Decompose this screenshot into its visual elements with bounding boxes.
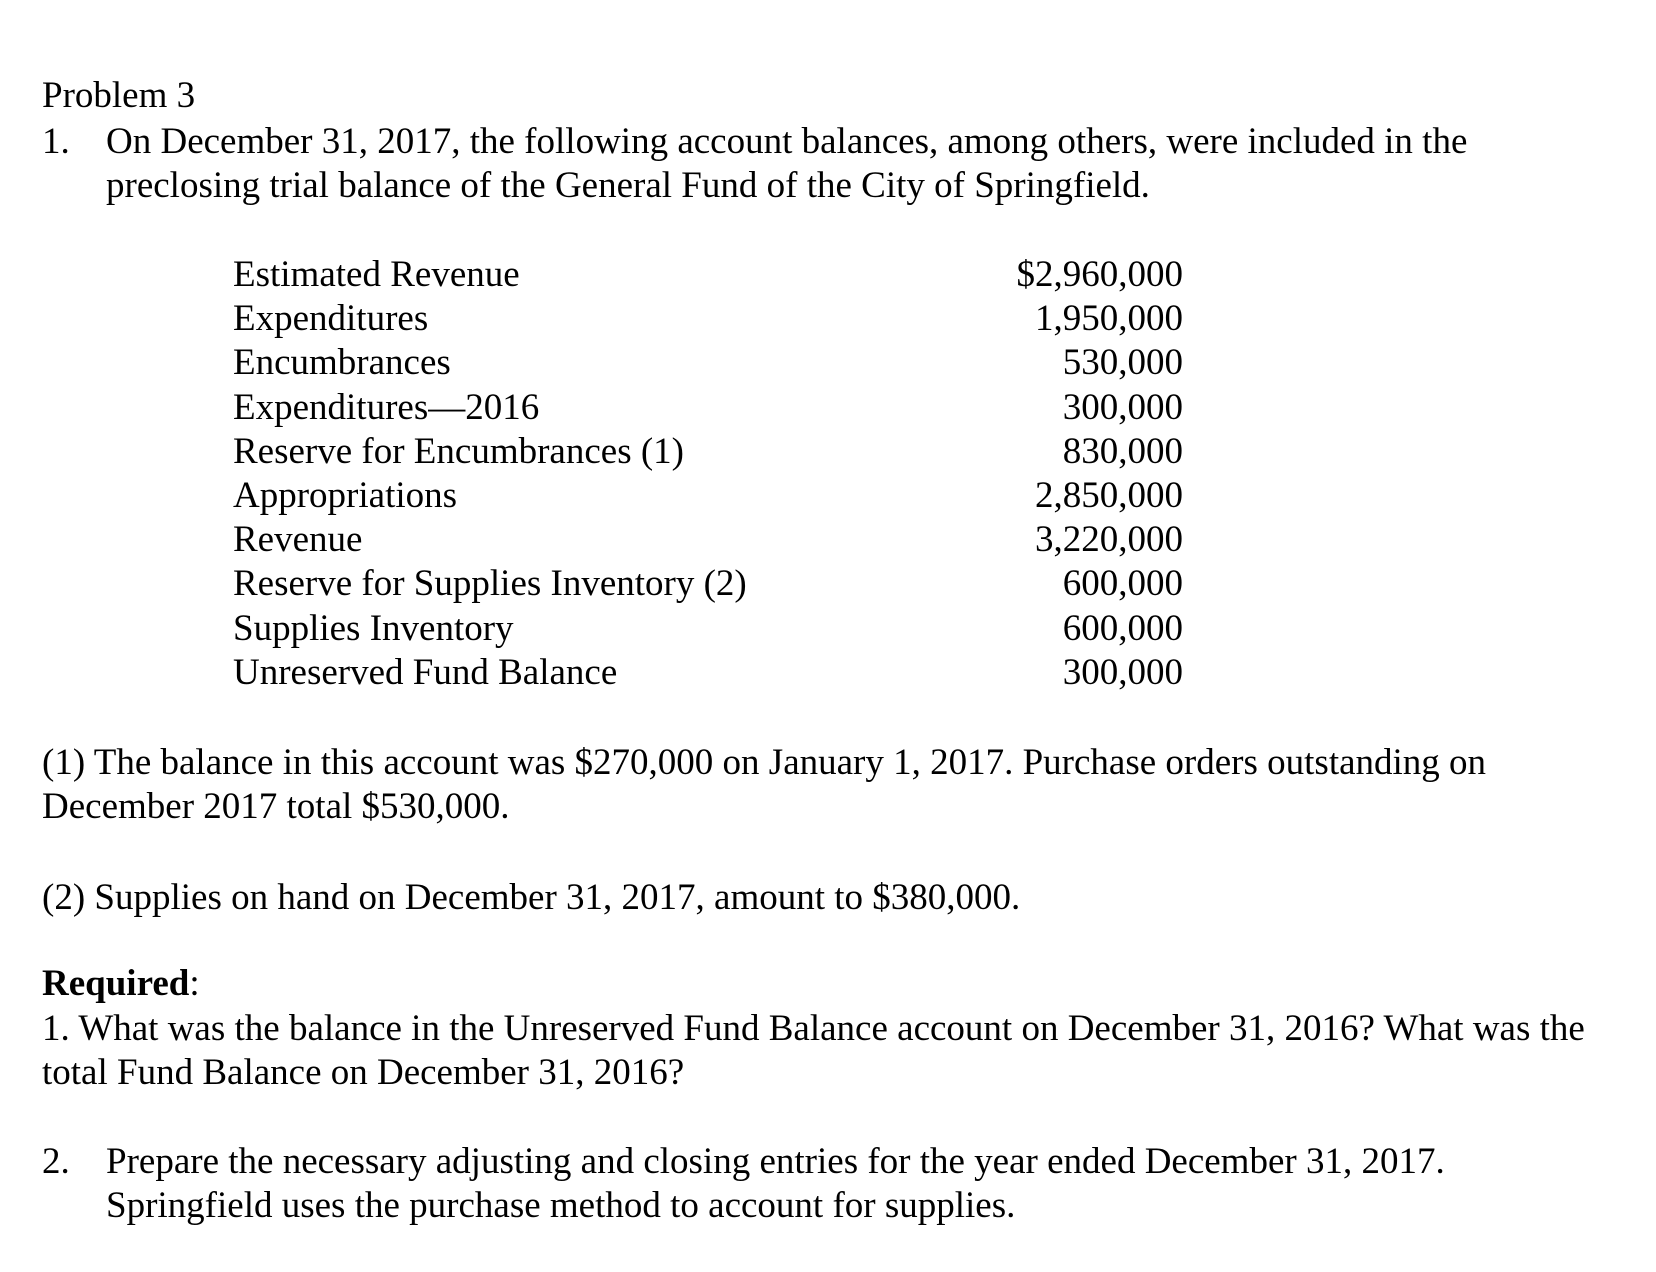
required-colon: : (189, 963, 200, 1004)
question-1-line-2: preclosing trial balance of the General Fund of the City of Springfield. (106, 165, 1150, 206)
required-question-1: 1. What was the balance in the Unreserved Fund Balance account on December 31, 2016? What was the total Fund Balance on December 31, 2016? (42, 1008, 1585, 1093)
balance-label: Expenditures (233, 298, 429, 340)
balance-row (233, 474, 1183, 518)
balance-row (233, 341, 1183, 385)
balance-row (233, 518, 1183, 562)
balance-row (233, 562, 1183, 606)
balance-row (233, 386, 1183, 430)
balance-row (233, 607, 1183, 651)
balance-label: Supplies Inventory (233, 607, 514, 649)
question-2-line-1: Prepare the necessary adjusting and closing entries for the year ended December 31, 2017. (106, 1141, 1445, 1182)
note-1: (1) The balance in this account was $270,000 on January 1, 2017. Purchase orders outstanding on December 2017 total $530,000. (42, 742, 1487, 827)
problem-title: Problem 3 (42, 75, 196, 116)
balance-amount: 830,000 (1062, 430, 1183, 472)
note-2: (2) Supplies on hand on December 31, 2017, amount to $380,000. (42, 877, 1021, 918)
balance-amount: 1,950,000 (1035, 298, 1183, 340)
balance-label: Reserve for Supplies Inventory (2) (233, 563, 747, 605)
account-balances-table (233, 253, 1183, 695)
required-label: Required (42, 963, 190, 1004)
balance-amount: 2,850,000 (1035, 474, 1183, 516)
balance-amount: $2,960,000 (1016, 254, 1183, 295)
balance-row (233, 430, 1183, 474)
balance-label: Expenditures—2016 (233, 386, 540, 428)
balance-row (233, 651, 1183, 695)
question-1-line-1: On December 31, 2017, the following account balances, among others, were included in the (106, 121, 1468, 162)
balance-label: Estimated Revenue (233, 254, 520, 295)
question-2-text (106, 1140, 1445, 1228)
balance-amount: 300,000 (1062, 651, 1183, 693)
question-2-line-2: Springfield uses the purchase method to account for supplies. (106, 1185, 1016, 1226)
balance-label: Reserve for Encumbrances (1) (233, 430, 684, 472)
balance-label: Appropriations (233, 474, 458, 516)
balance-amount: 300,000 (1062, 386, 1183, 428)
question-1-number: 1. (42, 121, 70, 162)
balance-label: Revenue (233, 519, 363, 561)
balance-amount: 3,220,000 (1035, 519, 1183, 561)
question-1-text (106, 120, 1467, 208)
question-2-number: 2. (42, 1141, 70, 1182)
balance-label: Unreserved Fund Balance (233, 651, 618, 693)
balance-label: Encumbrances (233, 342, 451, 384)
balance-row (233, 297, 1183, 341)
balance-row (233, 253, 1183, 297)
required-heading (42, 962, 200, 1006)
balance-amount: 600,000 (1062, 607, 1183, 649)
balance-amount: 600,000 (1062, 563, 1183, 605)
balance-amount: 530,000 (1062, 342, 1183, 384)
